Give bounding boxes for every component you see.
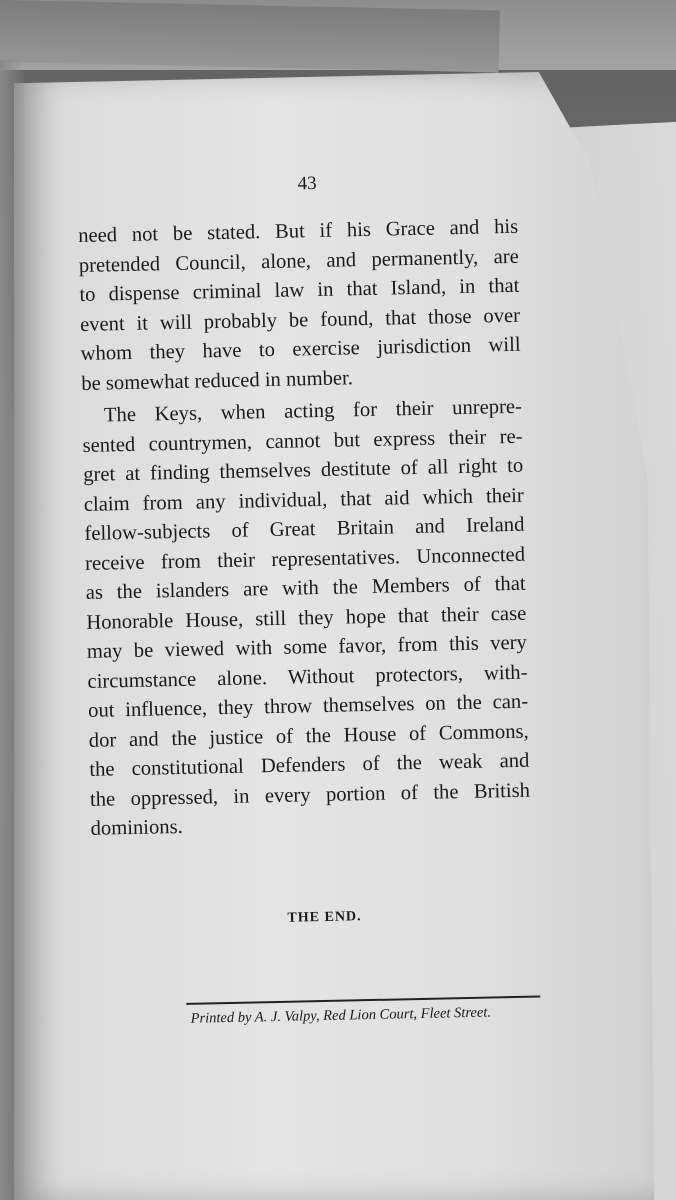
text-line: need not be stated. But if his Grace and his [77,215,519,247]
text-line: circumstance alone. Without protectors, with- [87,661,528,693]
page-number: 43 [297,172,317,195]
text-line: as the islanders are with the Members of that [85,572,526,604]
text-line: the oppressed, in every portion of the British [89,779,531,811]
text-line: sented countrymen, cannot but express their re- [82,425,523,457]
the-end-label: THE END. [287,908,362,926]
text-line: to dispense criminal law in that Island, in that [79,274,520,306]
text-line: fellow-subjects of Great Britain and Ireland [84,513,525,545]
text-line: the constitutional Defenders of the weak and [89,749,530,781]
text-line: whom they have to exercise jurisdiction will [80,333,521,365]
paragraph-2 [82,393,531,845]
book-cover-edge [0,0,500,72]
text-line: pretended Council, alone, and permanently, are [78,245,519,277]
printer-imprint: Printed by A. J. Valpy, Red Lion Court, Fleet Street. [190,1004,492,1027]
text-line: receive from their representatives. Unconnected [84,543,526,575]
text-line: claim from any individual, that aid which their [83,484,524,516]
text-line: dor and the justice of the House of Commons, [88,720,529,752]
text-line: out influence, they throw themselves on the can- [87,690,529,722]
text-line: may be viewed with some favor, from this very [86,631,528,663]
paragraph-1 [78,213,522,399]
text-line: dominions. [90,815,183,840]
text-line: gret at finding themselves destitute of all right to [82,454,524,486]
text-line: Honorable House, still they hope that their case [86,602,527,634]
spine-shadow [0,60,26,1200]
text-line: The Keys, when acting for their unrepre- [103,395,523,427]
imprint-rule [186,995,540,1004]
text-line: be somewhat reduced in number. [81,366,354,395]
page-text-block [77,169,535,1030]
text-line: event it will probably be found, that those over [79,304,521,336]
